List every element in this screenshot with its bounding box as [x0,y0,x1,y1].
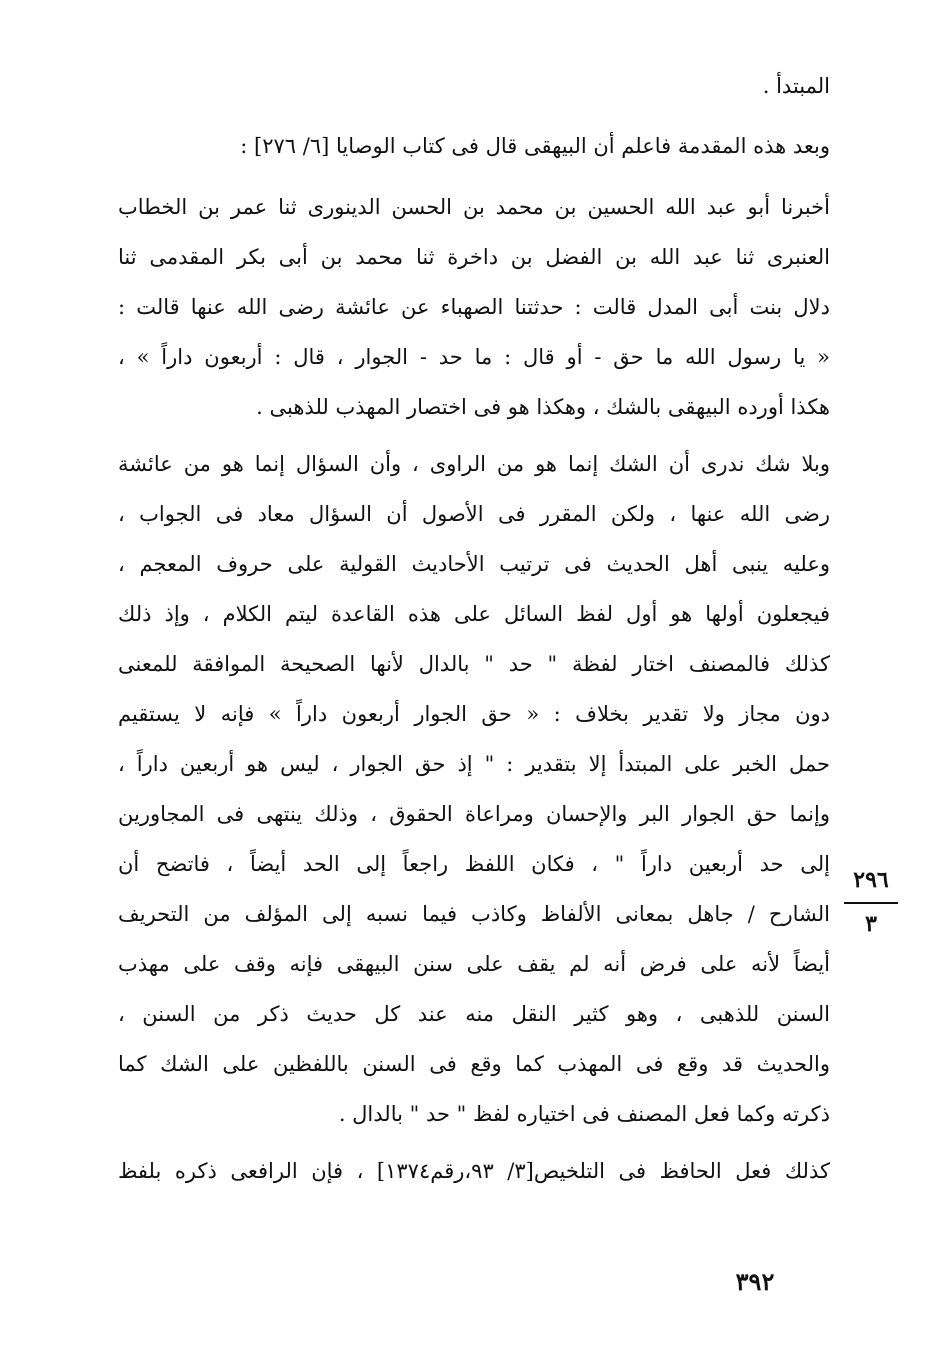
text-line-7: هكذا أورده البيهقى بالشك ، وهكذا هو فى اختصار المهذب للذهبى . [256,395,830,419]
margin-reference-divider [844,902,898,904]
text-line-2: وبعد هذه المقدمة فاعلم أن البيهقى قال فى كتاب الوصايا [٦/ ٢٧٦] : [240,134,830,158]
text-line-3: أخبرنا أبو عبد الله الحسين بن محمد بن الحسن الدينورى ثنا عمر بن الخطاب [118,195,830,219]
text-line-16: إلى حد أربعين داراً " ، فكان اللفظ راجعاً إلى الحد أيضاً ، فاتضح أن [118,852,830,876]
text-line-21: ذكرته وكما فعل المصنف فى اختياره لفظ " حد " بالدال . [338,1102,830,1126]
text-line-4: العنبرى ثنا عبد الله بن الفضل بن داخرة ثنا محمد بن أبى بكر المقدمى ثنا [118,245,830,269]
margin-page-reference [838,864,904,940]
text-line-6: « يا رسول الله ما حق - أو قال : ما حد - الجوار ، قال : أربعون داراً » ، [118,345,830,369]
text-line-12: كذلك فالمصنف اختار لفظة " حد " بالدال لأنها الصحيحة الموافقة للمعنى [118,652,830,676]
text-line-17: الشارح / جاهل بمعانى الألفاظ وكاذب فيما نسبه إلى المؤلف من التحريف [118,902,830,926]
page-number: ٣٩٢ [735,1267,775,1296]
margin-reference-top: ٢٩٦ [853,867,889,893]
text-line-10: وعليه ينبى أهل الحديث فى ترتيب الأحاديث القولية على حروف المعجم ، [118,552,830,576]
text-line-15: وإنما حق الجوار البر والإحسان ومراعاة الحقوق ، وذلك ينتهى فى المجاورين [118,802,830,826]
text-line-11: فيجعلون أولها هو أول لفظ السائل على هذه القاعدة ليتم الكلام ، وإذ ذلك [118,602,830,626]
text-line-5: دلال بنت أبى المدل قالت : حدثتنا الصهباء عن عائشة رضى الله عنها قالت : [118,295,830,319]
text-line-1: المبتدأ . [762,74,830,98]
text-line-18: أيضاً لأنه على فرض أنه لم يقف على سنن البيهقى فإنه وقف على مهذب [118,952,830,976]
text-line-8: وبلا شك ندرى أن الشك إنما هو من الراوى ، وأن السؤال إنما هو من عائشة [118,452,830,476]
text-line-20: والحديث قد وقع فى المهذب كما وقع فى السنن باللفظين على الشك كما [118,1052,830,1076]
text-line-13: دون مجاز ولا تقدير بخلاف : « حق الجوار أربعون داراً » فإنه لا يستقيم [118,702,830,726]
text-line-9: رضى الله عنها ، ولكن المقرر فى الأصول أن السؤال معاد فى الجواب ، [118,502,830,526]
text-line-14: حمل الخبر على المبتدأ إلا بتقدير : " إذ حق الجوار ، ليس هو أربعين داراً ، [118,752,830,776]
text-line-19: السنن للذهبى ، وهو كثير النقل منه عند كل حديث ذكر من السنن ، [118,1002,830,1026]
text-line-22: كذلك فعل الحافظ فى التلخيص[٣/ ٩٣،رقم١٣٧٤] ، فإن الرافعى ذكره بلفظ [118,1159,830,1183]
margin-reference-bottom: ٣ [865,911,877,937]
